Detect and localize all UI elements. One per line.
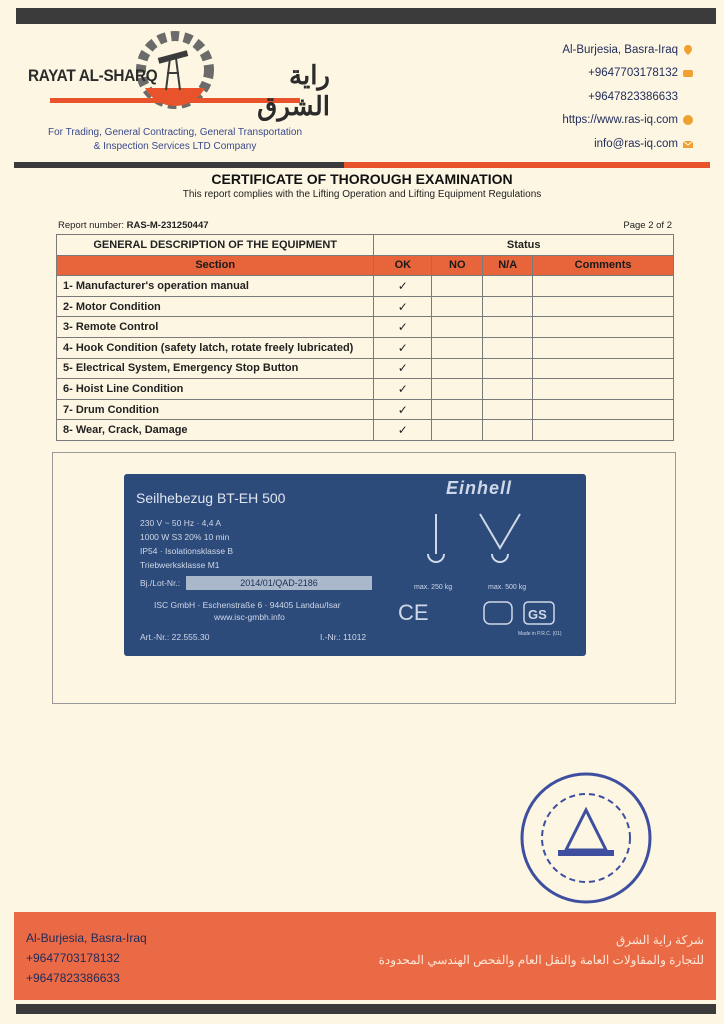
bottom-bar <box>16 1004 716 1014</box>
check-icon: ✓ <box>374 358 432 379</box>
equipment-nameplate <box>124 474 586 656</box>
company-logo <box>20 28 330 158</box>
check-icon: ✓ <box>374 296 432 317</box>
check-icon: ✓ <box>374 399 432 420</box>
footer-arabic <box>379 930 704 970</box>
certificate-subtitle: This report complies with the Lifting Operation and Lifting Equipment Regulations <box>182 189 542 200</box>
check-icon: ✓ <box>374 379 432 400</box>
check-icon: ✓ <box>374 276 432 297</box>
contact-phone-2: +9647823386633 <box>588 90 678 103</box>
footer-ar-line-2: للتجارة والمقاولات العامة والنقل العام والفحص الهندسي المحدودة <box>378 953 704 967</box>
col-section: Section <box>57 255 374 276</box>
tagline <box>20 126 330 154</box>
globe-icon <box>682 114 694 126</box>
nameplate-art-no: Art.-Nr.: 22.555.30 <box>140 632 210 642</box>
col-no: NO <box>432 255 483 276</box>
tagline-line-2: & Inspection Services LTD Company <box>93 141 257 152</box>
company-stamp-icon <box>518 770 654 906</box>
location-pin-icon <box>682 44 694 56</box>
table-header-row <box>57 235 674 256</box>
col-na: N/A <box>483 255 533 276</box>
table-row: 5- Electrical System, Emergency Stop Button ✓ <box>57 358 674 379</box>
phone-icon <box>682 67 694 79</box>
footer-address: Al-Burjesia, Basra-Iraq <box>26 931 147 945</box>
check-icon: ✓ <box>374 420 432 441</box>
col-ok: OK <box>374 255 432 276</box>
envelope-icon <box>682 138 694 150</box>
page-number: Page 2 of 2 <box>623 220 672 231</box>
status-header: Status <box>374 235 674 256</box>
contact-address: Al-Burjesia, Basra-Iraq <box>562 38 694 62</box>
nameplate-line-3: IP54 · Isolationsklasse B <box>140 546 234 556</box>
footer-ar-line-1: شركة راية الشرق <box>615 933 704 947</box>
nameplate-lot-label: Bj./Lot-Nr.: <box>140 578 181 588</box>
top-bar <box>16 8 716 24</box>
contact-block <box>562 38 694 156</box>
table-row: 2- Motor Condition ✓ <box>57 296 674 317</box>
table-row: 4- Hook Condition (safety latch, rotate freely lubricated) ✓ <box>57 337 674 358</box>
nameplate-i-no: I.-Nr.: 11012 <box>320 632 367 642</box>
nameplate-lot-value: 2014/01/QAD-2186 <box>186 576 372 590</box>
logo-text-en: RAYAT AL-SHARQ <box>28 66 158 85</box>
nameplate-load-single: max. 250 kg <box>414 584 453 591</box>
table-row: 1- Manufacturer's operation manual ✓ <box>57 276 674 297</box>
hook-diagram-icon <box>420 508 570 584</box>
col-comments: Comments <box>533 255 674 276</box>
nameplate-maker: ISC GmbH · Eschenstraße 6 · 94405 Landau/Isar <box>154 600 341 610</box>
column-header-row <box>57 255 674 276</box>
nameplate-brand: Einhell <box>446 478 513 498</box>
tagline-line-1: For Trading, General Contracting, General Transportation <box>47 127 303 138</box>
footer-contact <box>26 928 147 988</box>
contact-phone-1: +9647703178132 <box>562 62 694 86</box>
svg-text:GS: GS <box>528 607 547 622</box>
nameplate-line-1: 230 V ~ 50 Hz · 4,4 A <box>140 518 222 528</box>
nameplate-made-in: Made in P.R.C. (01) <box>518 631 562 637</box>
contact-website[interactable]: https://www.ras-iq.com <box>562 109 694 133</box>
nameplate-model: Seilhebezug BT-EH 500 <box>136 490 286 506</box>
inspection-table <box>56 234 674 441</box>
table-row: 7- Drum Condition ✓ <box>57 399 674 420</box>
contact-email[interactable]: info@ras-iq.com <box>562 132 694 156</box>
nameplate-line-2: 1000 W S3 20% 10 min <box>140 532 230 542</box>
table-row: 8- Wear, Crack, Damage ✓ <box>57 420 674 441</box>
certificate-title: CERTIFICATE OF THOROUGH EXAMINATION <box>211 171 513 187</box>
nameplate-load-double: max. 500 kg <box>488 584 527 591</box>
nameplate-maker-web: www.isc-gmbh.info <box>214 612 285 622</box>
desc-header: GENERAL DESCRIPTION OF THE EQUIPMENT <box>57 235 374 256</box>
header-divider <box>14 162 710 168</box>
svg-text:CE: CE <box>398 600 429 625</box>
certification-marks-icon <box>396 598 576 628</box>
check-icon: ✓ <box>374 317 432 338</box>
footer-band <box>14 912 716 1000</box>
footer-phone-1: +9647703178132 <box>26 951 120 965</box>
logo-text-ar: راية الشرق <box>257 60 330 121</box>
table-row: 3- Remote Control ✓ <box>57 317 674 338</box>
table-row: 6- Hoist Line Condition ✓ <box>57 379 674 400</box>
footer-phone-2: +9647823386633 <box>26 971 120 985</box>
nameplate-line-4: Triebwerksklasse M1 <box>140 560 220 570</box>
check-icon: ✓ <box>374 337 432 358</box>
report-number: Report number: RAS-M-231250447 <box>58 220 209 231</box>
